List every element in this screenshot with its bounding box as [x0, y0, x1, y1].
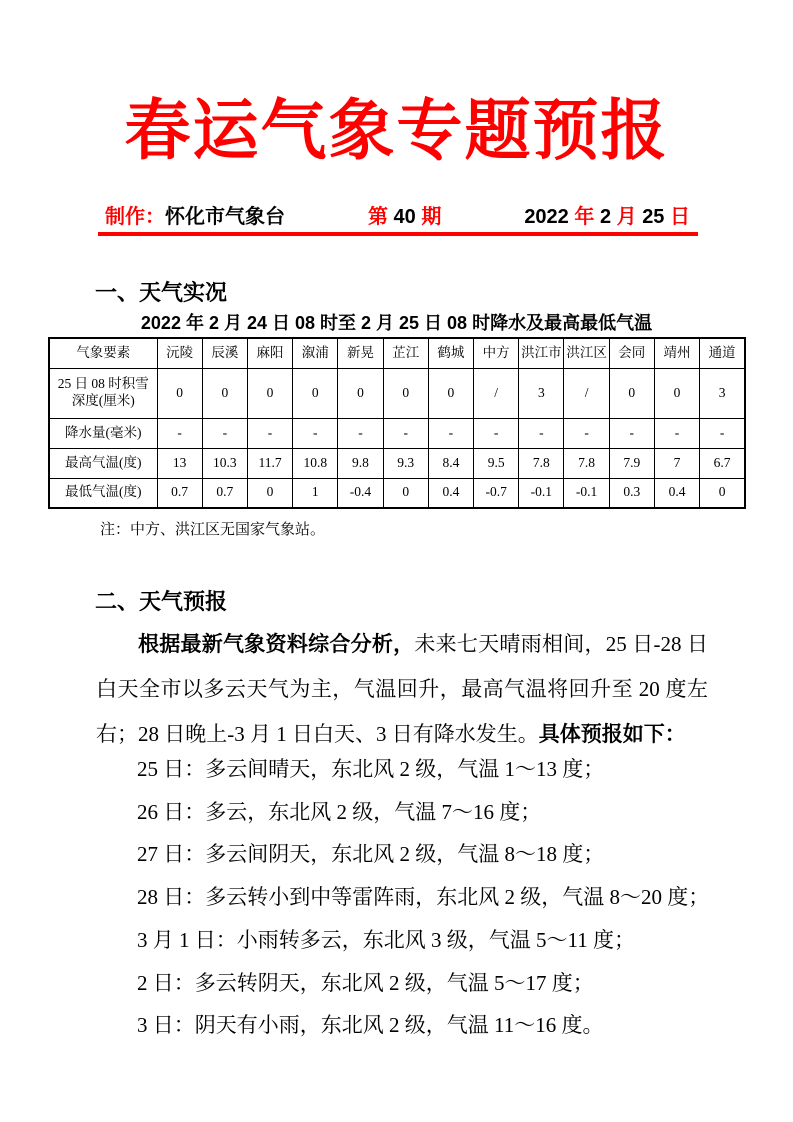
value-cell: 7: [654, 448, 699, 478]
value-cell: -: [564, 418, 609, 448]
table-row: [49, 418, 745, 448]
summary-tail-bold: 具体预报如下：: [538, 722, 686, 746]
value-cell: 9.8: [338, 448, 383, 478]
table-header-cell: 气象要素: [49, 338, 157, 368]
table-row: [49, 368, 745, 418]
value-cell: 0: [383, 478, 428, 508]
value-cell: -: [428, 418, 473, 448]
value-cell: 7.8: [519, 448, 564, 478]
value-cell: 11.7: [247, 448, 292, 478]
value-cell: 0.3: [609, 478, 654, 508]
value-cell: -: [202, 418, 247, 448]
value-cell: 0: [428, 368, 473, 418]
value-cell: 10.8: [293, 448, 338, 478]
value-cell: -: [519, 418, 564, 448]
issue-number: [368, 200, 441, 229]
value-cell: 0: [700, 478, 745, 508]
value-cell: 3: [700, 368, 745, 418]
value-cell: 0.7: [202, 478, 247, 508]
red-divider-line: [98, 232, 698, 236]
issue-prefix: 第: [367, 206, 394, 228]
table-header-cell: 洪江市: [519, 338, 564, 368]
table-header-cell: 通道: [700, 338, 745, 368]
forecast-line: 2 日：多云转阴天，东北风 2 级，气温 5～17 度；: [137, 970, 594, 995]
forecast-line: 25 日：多云间晴天，东北风 2 级，气温 1～13 度；: [137, 757, 605, 781]
forecast-line: 26 日：多云，东北风 2 级，气温 7～16 度；: [137, 799, 542, 824]
producer: [105, 200, 285, 229]
table-header-cell: 洪江区: [564, 338, 609, 368]
value-cell: 8.4: [428, 448, 473, 478]
value-cell: 6.7: [700, 448, 745, 478]
table-header-cell: 溆浦: [293, 338, 338, 368]
forecast-line: 28 日：多云转小到中等雷阵雨，东北风 2 级，气温 8～20 度；: [137, 885, 710, 910]
table-header-cell: 沅陵: [157, 338, 202, 368]
forecast-summary-paragraph: [96, 622, 708, 757]
value-cell: 7.9: [609, 448, 654, 478]
value-cell: 9.3: [383, 448, 428, 478]
section1-heading: 一、天气实况: [95, 280, 228, 305]
value-cell: -0.1: [519, 478, 564, 508]
row-label-cell: 最低气温(度): [49, 478, 157, 508]
table-header-cell: 靖州: [654, 338, 699, 368]
row-label-cell: 25 日 08 时积雪深度(厘米): [49, 368, 157, 418]
value-cell: -: [157, 418, 202, 448]
value-cell: 0: [609, 368, 654, 418]
value-cell: 10.3: [202, 448, 247, 478]
date-year: 2022: [524, 206, 575, 228]
date-month: 2: [599, 206, 617, 228]
value-cell: /: [564, 368, 609, 418]
daily-forecast-list: [137, 748, 717, 1047]
value-cell: 0: [293, 368, 338, 418]
weather-table-caption: 2022 年 2 月 24 日 08 时至 2 月 25 日 08 时降水及最高最低气温: [140, 313, 653, 333]
value-cell: 0.4: [654, 478, 699, 508]
value-cell: -: [338, 418, 383, 448]
value-cell: 0: [202, 368, 247, 418]
producer-label: 制作：: [105, 206, 165, 228]
date-day: 25: [642, 206, 670, 228]
summary-lead-bold: 根据最新气象资料综合分析，: [138, 632, 415, 656]
forecast-line: 3 月 1 日：小雨转多云，东北风 3 级，气温 5～11 度；: [137, 927, 635, 952]
masthead-meta: [105, 200, 690, 229]
table-row: [49, 448, 745, 478]
value-cell: 13: [157, 448, 202, 478]
weather-observation-table: [48, 337, 746, 509]
date-year-unit: 年: [574, 206, 600, 228]
value-cell: 0.4: [428, 478, 473, 508]
value-cell: 0.7: [157, 478, 202, 508]
value-cell: 0: [247, 478, 292, 508]
table-header-cell: 辰溪: [202, 338, 247, 368]
value-cell: -: [654, 418, 699, 448]
table-footnote: 注：中方、洪江区无国家气象站。: [100, 522, 326, 538]
forecast-line: 3 日：阴天有小雨，东北风 2 级，气温 11～16 度。: [137, 1013, 604, 1038]
value-cell: -: [700, 418, 745, 448]
table-row: [49, 478, 745, 508]
table-header-cell: 中方: [474, 338, 519, 368]
issue-value: 40: [393, 206, 416, 228]
row-label-cell: 降水量(毫米): [49, 418, 157, 448]
table-header-cell: 会同: [609, 338, 654, 368]
value-cell: 0: [654, 368, 699, 418]
value-cell: -0.4: [338, 478, 383, 508]
section2-heading: 二、天气预报: [95, 589, 228, 614]
value-cell: 3: [519, 368, 564, 418]
table-header-cell: 新晃: [338, 338, 383, 368]
value-cell: -: [293, 418, 338, 448]
date-day-unit: 日: [670, 206, 690, 228]
value-cell: -0.7: [474, 478, 519, 508]
row-label-cell: 最高气温(度): [49, 448, 157, 478]
value-cell: 1: [293, 478, 338, 508]
value-cell: -: [247, 418, 292, 448]
table-body: [49, 368, 745, 508]
issue-suffix: 期: [415, 206, 442, 228]
value-cell: -0.1: [564, 478, 609, 508]
summary-body: 未来七天晴雨相间，25 日-28 日白天全市以多云天气为主，气温回升，最高气温将回升至 20 度左右；28 日晚上-3 月 1 日白天、3 日有降水发生。: [96, 632, 709, 746]
table-header-row: [49, 338, 745, 368]
date-month-unit: 月: [616, 206, 643, 228]
table-header-cell: 鹤城: [428, 338, 473, 368]
value-cell: 9.5: [474, 448, 519, 478]
issue-date: [524, 200, 690, 229]
table-header-cell: 麻阳: [247, 338, 292, 368]
value-cell: -: [383, 418, 428, 448]
value-cell: 0: [383, 368, 428, 418]
value-cell: 0: [157, 368, 202, 418]
value-cell: -: [609, 418, 654, 448]
producer-value: 怀化市气象台: [165, 206, 285, 228]
value-cell: /: [474, 368, 519, 418]
value-cell: -: [474, 418, 519, 448]
forecast-line: 27 日：多云间阴天，东北风 2 级，气温 8～18 度；: [137, 842, 605, 867]
value-cell: 7.8: [564, 448, 609, 478]
value-cell: 0: [247, 368, 292, 418]
table-header-cell: 芷江: [383, 338, 428, 368]
value-cell: 0: [338, 368, 383, 418]
document-title: 春运气象专题预报: [124, 95, 669, 168]
